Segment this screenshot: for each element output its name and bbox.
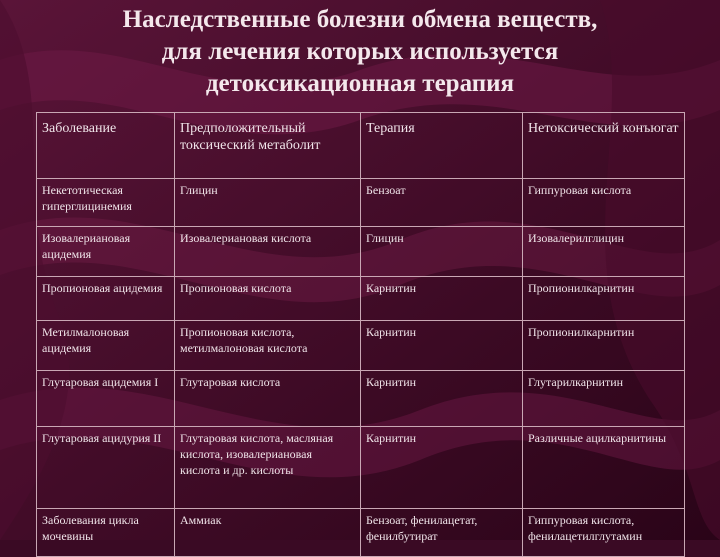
table-cell: Некетотическая гиперглицинемия — [37, 179, 175, 227]
table-cell: Глицин — [175, 179, 361, 227]
table-cell: Карнитин — [361, 277, 523, 321]
table-row — [37, 371, 685, 427]
table-cell: Глутаровая ацидемия I — [37, 371, 175, 427]
header-therapy: Терапия — [361, 113, 523, 179]
header-disease: Заболевание — [37, 113, 175, 179]
table-cell: Изовалериановая кислота — [175, 227, 361, 277]
table-cell: Гиппуровая кислота, фенилацетилглутамин — [523, 509, 685, 557]
table-cell: Различные ацилкарнитины — [523, 427, 685, 509]
table-cell: Аммиак — [175, 509, 361, 557]
table-cell: Бензоат — [361, 179, 523, 227]
table-cell: Изовалерилглицин — [523, 227, 685, 277]
table-cell: Изовалериановая ацидемия — [37, 227, 175, 277]
title-line-3: детоксикационная терапия — [205, 70, 515, 97]
table-cell: Глицин — [361, 227, 523, 277]
table-row — [37, 227, 685, 277]
table-cell: Глутарилкарнитин — [523, 371, 685, 427]
table-cell: Глутаровая кислота, масляная кислота, изовалериановая кислота и др. кислоты — [175, 427, 361, 509]
table-row — [37, 321, 685, 371]
table-cell: Гиппуровая кислота — [523, 179, 685, 227]
table-cell: Карнитин — [361, 427, 523, 509]
table-cell: Карнитин — [361, 371, 523, 427]
header-toxic-metabolite: Предположительный токсический метаболит — [175, 113, 361, 179]
table-row — [37, 509, 685, 557]
table-header-row — [37, 113, 685, 179]
table-cell: Пропионовая кислота — [175, 277, 361, 321]
header-conjugate: Нетоксический конъюгат — [523, 113, 685, 179]
table-cell: Пропионилкарнитин — [523, 321, 685, 371]
table-row — [37, 427, 685, 509]
table-cell: Пропионовая кислота, метилмалоновая кислота — [175, 321, 361, 371]
table-cell: Глутаровая кислота — [175, 371, 361, 427]
table-row — [37, 179, 685, 227]
title-line-1: Наследственные болезни обмена веществ, — [122, 6, 598, 33]
title-line-2: для лечения которых используется — [161, 38, 559, 65]
table-cell: Глутаровая ацидурия II — [37, 427, 175, 509]
table-cell: Карнитин — [361, 321, 523, 371]
table-cell: Пропионилкарнитин — [523, 277, 685, 321]
table-cell: Заболевания цикла мочевины — [37, 509, 175, 557]
disease-table — [36, 112, 685, 557]
table-cell: Метилмалоновая ацидемия — [37, 321, 175, 371]
table-row — [37, 277, 685, 321]
table-cell: Пропионовая ацидемия — [37, 277, 175, 321]
table-cell: Бензоат, фенилацетат, фенилбутират — [361, 509, 523, 557]
page-title — [0, 4, 720, 100]
